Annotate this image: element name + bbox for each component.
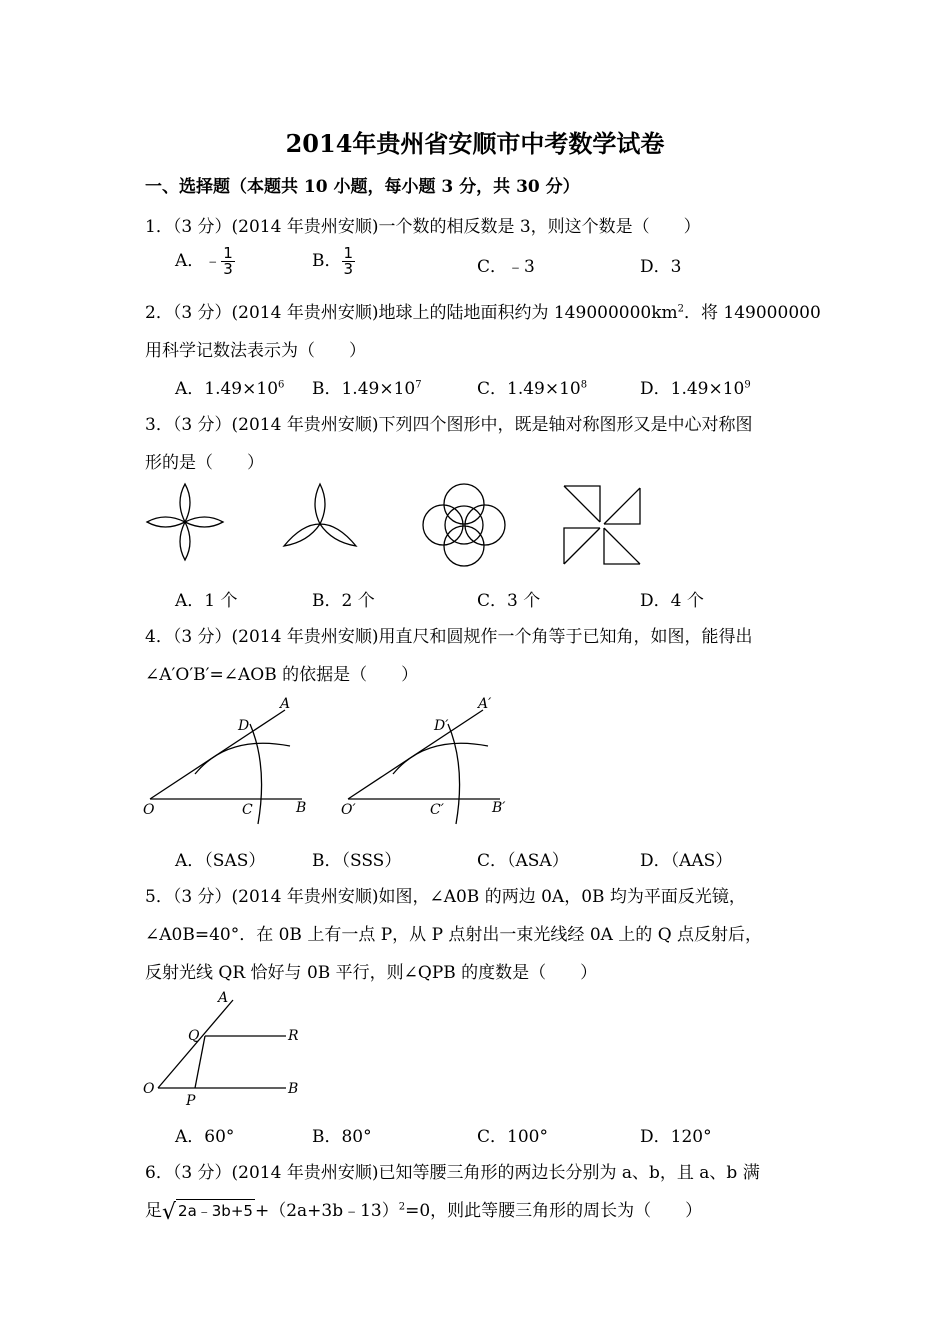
q3-figure-three-petal [280, 482, 360, 552]
q5-line3: 反射光线 QR 恰好与 0B 平行，则∠QPB 的度数是（ ） [145, 963, 598, 983]
q4-fig2-label-c: C′ [430, 802, 444, 818]
q4-option-d: D．（AAS） [640, 851, 733, 871]
q5-label-a: A [218, 990, 229, 1006]
q4-fig1-label-c: C [242, 802, 253, 818]
q2-line2: 用科学记数法表示为（ ） [145, 341, 366, 361]
q4-option-b: B．（SSS） [312, 851, 402, 871]
q3-figure-four-petal [145, 482, 225, 562]
q6-line1: 6．（3 分）(2014 年贵州安顺)已知等腰三角形的两边长分别为 a、b，且 a、b 满 [145, 1163, 760, 1183]
q1-option-b: B． $\frac{1}{3}$ [312, 244, 354, 278]
q5-line2: ∠A0B=40°．在 0B 上有一点 P，从 P 点射出一束光线经 0A 上的 Q 点反射后， [145, 925, 763, 945]
q4-line2: ∠A′O′B′=∠AOB 的依据是（ ） [145, 665, 419, 685]
q3-line2: 形的是（ ） [145, 453, 264, 473]
q1-text: 1．（3 分）(2014 年贵州安顺)一个数的相反数是 3，则这个数是（ ） [145, 217, 701, 237]
q5-figure-mirrors [140, 988, 310, 1108]
q2-line1: 2．（3 分）(2014 年贵州安顺)地球上的陆地面积约为 $149000000km^2$．将 149000000 [145, 303, 821, 323]
q4-fig1-label-b: B [296, 800, 307, 816]
q3-figure-pinwheel [560, 484, 644, 568]
q1-a-fraction: $\frac{1}{3}$ [223, 244, 233, 278]
q4-option-c: C．（ASA） [477, 851, 569, 871]
q1-option-a: A．﹣ $\frac{1}{3}$ [175, 244, 233, 278]
q1-option-c: C．﹣3 [477, 257, 535, 277]
q4-fig2-label-a: A′ [478, 696, 492, 712]
q2-option-b: B．$1.49\times 10^7$ [312, 379, 422, 399]
q4-fig1-label-a: A [280, 696, 291, 712]
q5-label-r: R [288, 1028, 299, 1044]
q4-fig2-label-b: B′ [492, 800, 506, 816]
q2-option-a: A．$1.49\times 10^6$ [175, 379, 285, 399]
section-heading: 一、选择题（本题共 10 小题，每小题 3 分，共 30 分） [145, 177, 580, 197]
q4-fig1-label-o: O [143, 802, 155, 818]
q6-radicand: 2a﹣3b+5 [176, 1199, 255, 1221]
q4-line1: 4．（3 分）(2014 年贵州安顺)用直尺和圆规作一个角等于已知角，如图，能得出 [145, 627, 753, 647]
q5-option-b: B．80° [312, 1127, 372, 1147]
q5-option-d: D．120° [640, 1127, 712, 1147]
q3-option-a: A．1 个 [175, 591, 238, 611]
exam-title: 2014年贵州省安顺市中考数学试卷 [285, 129, 665, 158]
q4-fig2-label-o: O′ [341, 802, 356, 818]
q3-option-d: D．4 个 [640, 591, 704, 611]
q2-option-c: C．$1.49\times 10^8$ [477, 379, 588, 399]
q5-option-a: A．60° [175, 1127, 235, 1147]
q5-label-q: Q [188, 1028, 200, 1044]
q4-fig2-label-d: D′ [434, 718, 449, 734]
q4-fig1-label-d: D [238, 718, 250, 734]
q5-line1: 5．（3 分）(2014 年贵州安顺)如图，∠A0B 的两边 0A，0B 均为平面反光镜， [145, 887, 746, 907]
q5-label-b: B [288, 1081, 299, 1097]
q4-figure-copied-angle [338, 696, 518, 826]
q1-b-fraction: $\frac{1}{3}$ [343, 244, 354, 278]
q5-label-p: P [186, 1093, 196, 1109]
q6-line2: 足√ 2a﹣3b+5 +（2a+3b﹣13）$^2$=0，则此等腰三角形的周长为（ ） [145, 1200, 703, 1225]
sqrt-symbol: √ [162, 1200, 177, 1225]
q3-option-c: C．3 个 [477, 591, 541, 611]
q3-option-b: B．2 个 [312, 591, 375, 611]
q3-line1: 3．（3 分）(2014 年贵州安顺)下列四个图形中，既是轴对称图形又是中心对称图 [145, 415, 753, 435]
q2-option-d: D．$1.49\times 10^9$ [640, 379, 751, 399]
q5-label-o: O [143, 1081, 155, 1097]
q4-figure-original-angle [140, 696, 315, 826]
q5-option-c: C．100° [477, 1127, 548, 1147]
q1-option-d: D．3 [640, 257, 682, 277]
q4-option-a: A．（SAS） [175, 851, 266, 871]
q3-figure-circles [420, 482, 508, 568]
